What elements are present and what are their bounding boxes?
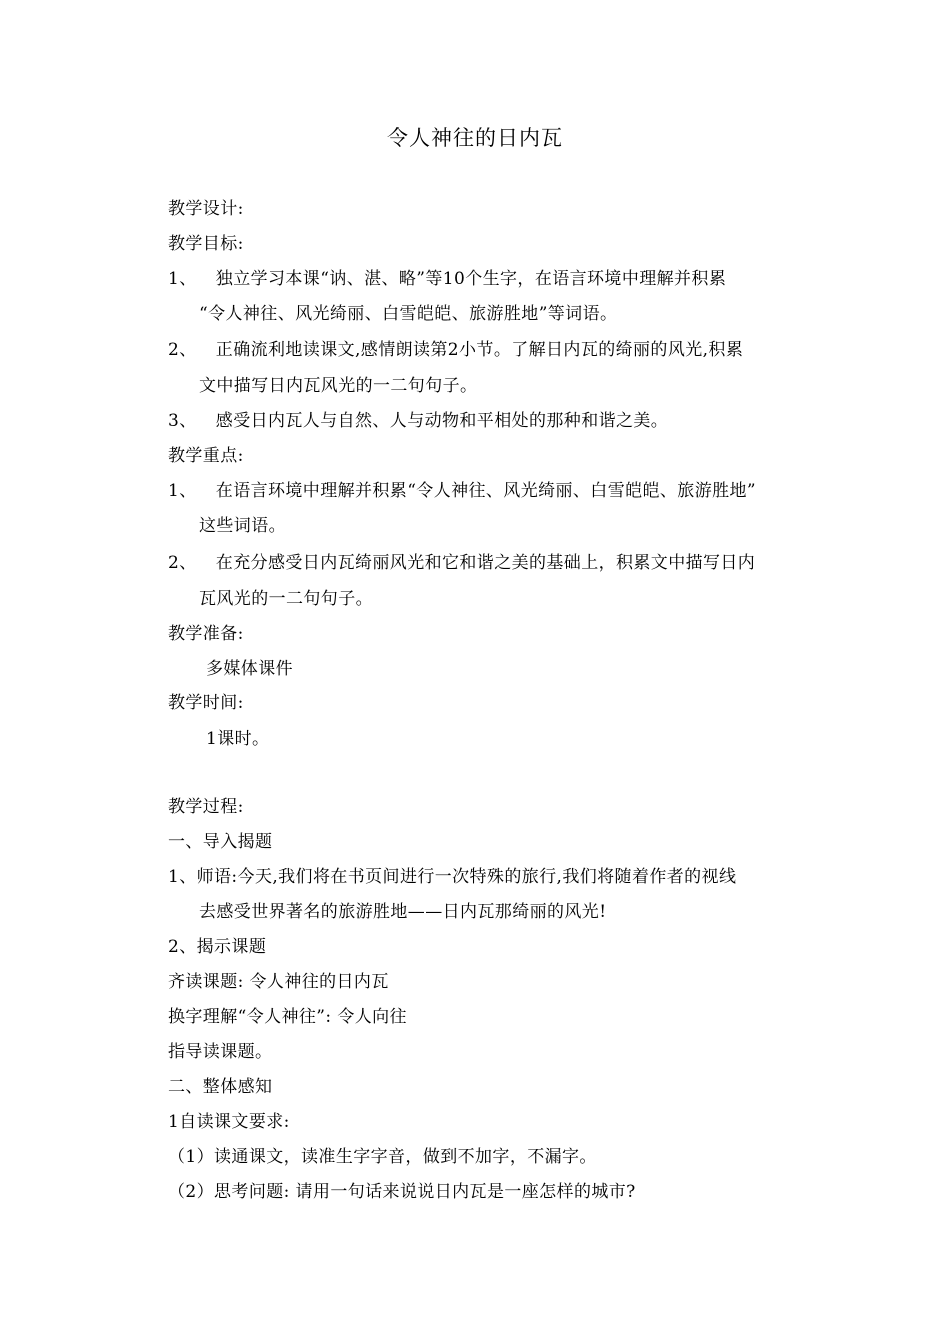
item-number: 1、 bbox=[168, 269, 197, 289]
teacher-speech-continued: 去感受世界著名的旅游胜地——日内瓦那绮丽的风光! bbox=[199, 902, 607, 922]
requirement-item-2: （2）思考问题: 请用一句话来说说日内瓦是一座怎样的城市? bbox=[168, 1182, 636, 1202]
section-heading-objectives: 教学目标: bbox=[168, 234, 244, 254]
item-text: 感受日内瓦人与自然、人与动物和平相处的那种和谐之美。 bbox=[210, 411, 669, 431]
teacher-speech: 1、师语:今天,我们将在书页间进行一次特殊的旅行,我们将随着作者的视线 bbox=[168, 867, 737, 887]
key-point-item-1 bbox=[168, 479, 756, 503]
item-text: 在充分感受日内瓦绮丽风光和它和谐之美的基础上，积累文中描写日内 bbox=[210, 553, 756, 573]
word-replacement-text: 换字理解“令人神往”: 令人向往 bbox=[168, 1007, 407, 1027]
step-reveal-topic: 2、揭示课题 bbox=[168, 937, 267, 957]
step-heading-introduction: 一、导入揭题 bbox=[168, 832, 273, 852]
objective-item-2 bbox=[168, 338, 743, 362]
key-point-item-2 bbox=[168, 551, 755, 575]
section-heading-preparation: 教学准备: bbox=[168, 624, 244, 644]
item-number: 3、 bbox=[168, 411, 197, 431]
section-heading-design: 教学设计: bbox=[168, 199, 244, 219]
section-heading-key-points: 教学重点: bbox=[168, 446, 244, 466]
key-point-item-1-continued: 这些词语。 bbox=[199, 516, 286, 536]
preparation-text: 多媒体课件 bbox=[206, 659, 293, 679]
item-number: 2、 bbox=[168, 553, 197, 573]
item-text: 在语言环境中理解并积累“令人神往、风光绮丽、白雪皑皑、旅游胜地” bbox=[210, 481, 756, 501]
section-heading-process: 教学过程: bbox=[168, 797, 244, 817]
objective-item-1 bbox=[168, 267, 726, 291]
objective-item-1-continued: “令人神往、风光绮丽、白雪皑皑、旅游胜地”等词语。 bbox=[199, 304, 618, 324]
self-reading-requirements: 1自读课文要求: bbox=[168, 1112, 290, 1132]
key-point-item-2-continued: 瓦风光的一二句句子。 bbox=[199, 589, 373, 609]
read-topic-text: 齐读课题: 令人神往的日内瓦 bbox=[168, 972, 389, 992]
step-heading-overall-perception: 二、整体感知 bbox=[168, 1077, 273, 1097]
objective-item-2-continued: 文中描写日内瓦风光的一二句句子。 bbox=[199, 376, 478, 396]
requirement-item-1: （1）读通课文，读准生字字音，做到不加字，不漏字。 bbox=[168, 1147, 597, 1167]
guided-reading-text: 指导读课题。 bbox=[168, 1042, 273, 1062]
item-number: 1、 bbox=[168, 481, 197, 501]
item-text: 正确流利地读课文,感情朗读第2小节。了解日内瓦的绮丽的风光,积累 bbox=[210, 340, 744, 360]
section-heading-time: 教学时间: bbox=[168, 693, 244, 713]
item-number: 2、 bbox=[168, 340, 197, 360]
objective-item-3 bbox=[168, 409, 668, 433]
time-text: 1课时。 bbox=[206, 729, 270, 749]
document-title: 令人神往的日内瓦 bbox=[387, 126, 563, 150]
item-text: 独立学习本课“讷、湛、略”等10个生字，在语言环境中理解并积累 bbox=[210, 269, 727, 289]
